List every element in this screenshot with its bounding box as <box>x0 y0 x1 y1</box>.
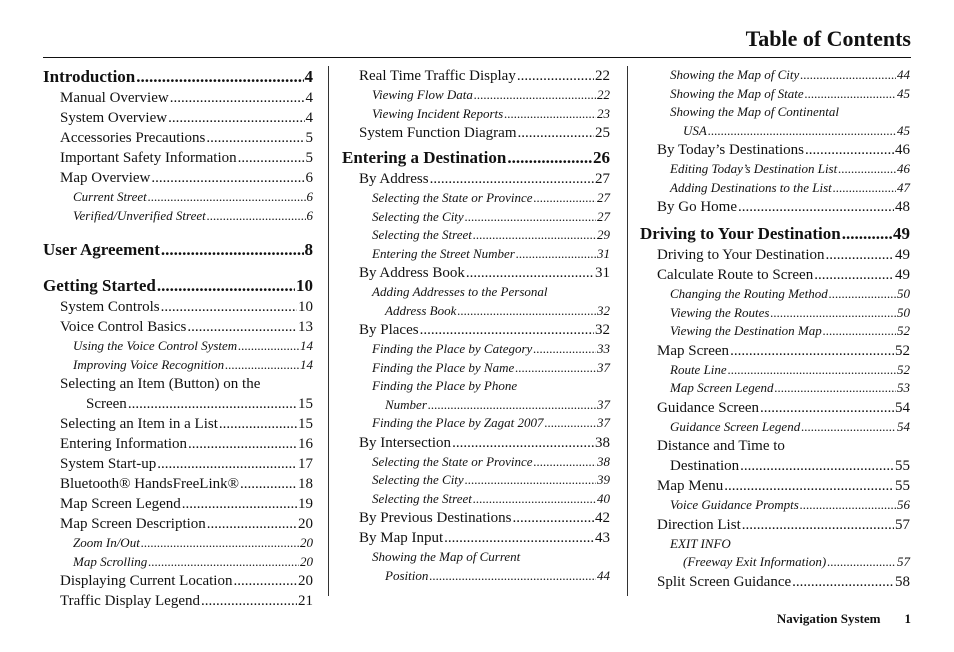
footer-label: Navigation System <box>776 611 881 626</box>
toc-entry[interactable]: Address Book ..... 32 <box>342 302 610 321</box>
toc-entry[interactable]: Displaying Current Location ..... 20 <box>43 571 313 591</box>
toc-entry[interactable]: Introduction ..... 4 <box>43 66 313 88</box>
toc-entry[interactable]: Driving to Your Destination ..... 49 <box>640 245 910 265</box>
toc-entry[interactable]: Bluetooth® HandsFreeLink® ..... 18 <box>43 474 313 494</box>
toc-entry[interactable]: System Controls ..... 10 <box>43 297 313 317</box>
toc-entry[interactable]: Changing the Routing Method ..... 50 <box>640 285 910 304</box>
page-number: 1 <box>904 611 911 626</box>
toc-entry[interactable]: Finding the Place by Zagat 2007 ..... 37 <box>342 414 610 433</box>
toc-entry[interactable]: Map Screen Description ..... 20 <box>43 514 313 534</box>
toc-column-3 <box>640 66 910 592</box>
toc-entry[interactable]: Map Screen ..... 52 <box>640 341 910 361</box>
toc-entry[interactable]: Map Screen Legend ..... 53 <box>640 379 910 398</box>
toc-entry[interactable]: Adding Destinations to the List ..... 47 <box>640 179 910 198</box>
toc-entry[interactable]: Viewing the Routes ..... 50 <box>640 304 910 323</box>
toc-entry[interactable]: Route Line ..... 52 <box>640 361 910 380</box>
toc-entry[interactable]: Position ..... 44 <box>342 567 610 586</box>
toc-entry[interactable]: System Start-up ..... 17 <box>43 454 313 474</box>
toc-entry[interactable]: Entering the Street Number ..... 31 <box>342 245 610 264</box>
toc-entry[interactable]: USA ..... 45 <box>640 122 910 141</box>
toc-entry[interactable]: By Go Home ..... 48 <box>640 197 910 217</box>
toc-entry[interactable]: Viewing Incident Reports ..... 23 <box>342 105 610 124</box>
toc-entry[interactable]: Manual Overview ..... 4 <box>43 88 313 108</box>
toc-entry[interactable]: Real Time Traffic Display ..... 22 <box>342 66 610 86</box>
toc-entry[interactable]: Showing the Map of City ..... 44 <box>640 66 910 85</box>
toc-entry[interactable]: Map Scrolling ..... 20 <box>43 553 313 572</box>
toc-column-1 <box>43 66 313 611</box>
toc-entry[interactable]: By Address ..... 27 <box>342 169 610 189</box>
toc-entry-line1[interactable]: EXIT INFO <box>670 535 731 551</box>
toc-entry[interactable]: Calculate Route to Screen ..... 49 <box>640 265 910 285</box>
toc-entry[interactable]: By Intersection ..... 38 <box>342 433 610 453</box>
toc-entry-line1[interactable]: Distance and Time to <box>657 438 785 454</box>
toc-entry[interactable]: Voice Guidance Prompts ..... 56 <box>640 496 910 515</box>
toc-entry[interactable]: Guidance Screen ..... 54 <box>640 398 910 418</box>
toc-entry[interactable]: Finding the Place by Name ..... 37 <box>342 359 610 378</box>
toc-entry[interactable]: System Function Diagram ..... 25 <box>342 123 610 143</box>
toc-entry[interactable]: Showing the Map of State ..... 45 <box>640 85 910 104</box>
toc-entry[interactable]: Viewing the Destination Map ..... 52 <box>640 322 910 341</box>
toc-entry[interactable]: Selecting the State or Province ..... 27 <box>342 189 610 208</box>
toc-entry-line1[interactable]: Showing the Map of Current <box>372 549 521 564</box>
toc-entry-line1[interactable]: Adding Addresses to the Personal <box>372 284 548 299</box>
toc-entry[interactable]: Destination ..... 55 <box>640 456 910 476</box>
toc-entry[interactable]: User Agreement ..... 8 <box>43 239 313 261</box>
page-title: Table of Contents <box>745 26 911 51</box>
toc-entry[interactable]: Selecting the State or Province ..... 38 <box>342 453 610 472</box>
toc-entry[interactable]: (Freeway Exit Information) ..... 57 <box>640 553 910 572</box>
toc-entry[interactable]: Split Screen Guidance ..... 58 <box>640 572 910 592</box>
toc-entry[interactable]: Selecting the City ..... 39 <box>342 471 610 490</box>
toc-entry[interactable]: Improving Voice Recognition ..... 14 <box>43 356 313 375</box>
toc-entry[interactable]: Map Screen Legend ..... 19 <box>43 494 313 514</box>
toc-entry[interactable]: Guidance Screen Legend ..... 54 <box>640 418 910 437</box>
toc-entry-line1[interactable]: Selecting an Item (Button) on the <box>60 376 261 392</box>
toc-entry-line1[interactable]: Finding the Place by Phone <box>372 378 518 393</box>
toc-entry[interactable]: Selecting an Item in a List ..... 15 <box>43 414 313 434</box>
toc-entry[interactable]: Number ..... 37 <box>342 396 610 415</box>
toc-entry[interactable]: By Places ..... 32 <box>342 320 610 340</box>
toc-entry[interactable]: Zoom In/Out ..... 20 <box>43 534 313 553</box>
toc-entry[interactable]: Selecting the Street ..... 40 <box>342 490 610 509</box>
toc-entry[interactable]: Getting Started ..... 10 <box>43 275 313 297</box>
toc-entry[interactable]: Screen ..... 15 <box>43 394 313 414</box>
toc-entry[interactable]: Selecting the City ..... 27 <box>342 208 610 227</box>
toc-entry[interactable]: Viewing Flow Data ..... 22 <box>342 86 610 105</box>
header-rule <box>43 57 911 58</box>
toc-entry[interactable]: Entering a Destination ..... 26 <box>342 147 610 169</box>
toc-entry[interactable]: Map Overview ..... 6 <box>43 168 313 188</box>
toc-entry[interactable]: Entering Information ..... 16 <box>43 434 313 454</box>
toc-entry[interactable]: By Previous Destinations ..... 42 <box>342 508 610 528</box>
toc-entry[interactable]: By Address Book ..... 31 <box>342 263 610 283</box>
toc-entry[interactable]: Important Safety Information ..... 5 <box>43 148 313 168</box>
toc-entry[interactable]: Voice Control Basics ..... 13 <box>43 317 313 337</box>
toc-entry[interactable]: By Today’s Destinations ..... 46 <box>640 140 910 160</box>
toc-entry[interactable]: Accessories Precautions ..... 5 <box>43 128 313 148</box>
toc-entry[interactable]: By Map Input ..... 43 <box>342 528 610 548</box>
page-footer <box>777 611 911 627</box>
column-divider <box>627 66 628 596</box>
column-divider <box>328 66 329 596</box>
toc-entry[interactable]: Map Menu ..... 55 <box>640 476 910 496</box>
toc-entry-line1[interactable]: Showing the Map of Continental <box>670 104 839 119</box>
toc-entry[interactable]: Verified/Unverified Street ..... 6 <box>43 207 313 226</box>
toc-entry[interactable]: Traffic Display Legend ..... 21 <box>43 591 313 611</box>
toc-entry[interactable]: Finding the Place by Category ..... 33 <box>342 340 610 359</box>
toc-entry[interactable]: Driving to Your Destination ..... 49 <box>640 223 910 245</box>
toc-column-2 <box>342 66 610 585</box>
toc-entry[interactable]: Using the Voice Control System ..... 14 <box>43 337 313 356</box>
toc-entry[interactable]: System Overview ..... 4 <box>43 108 313 128</box>
toc-entry[interactable]: Editing Today’s Destination List ..... 46 <box>640 160 910 179</box>
toc-entry[interactable]: Selecting the Street ..... 29 <box>342 226 610 245</box>
toc-entry[interactable]: Current Street ..... 6 <box>43 188 313 207</box>
toc-entry[interactable]: Direction List ..... 57 <box>640 515 910 535</box>
